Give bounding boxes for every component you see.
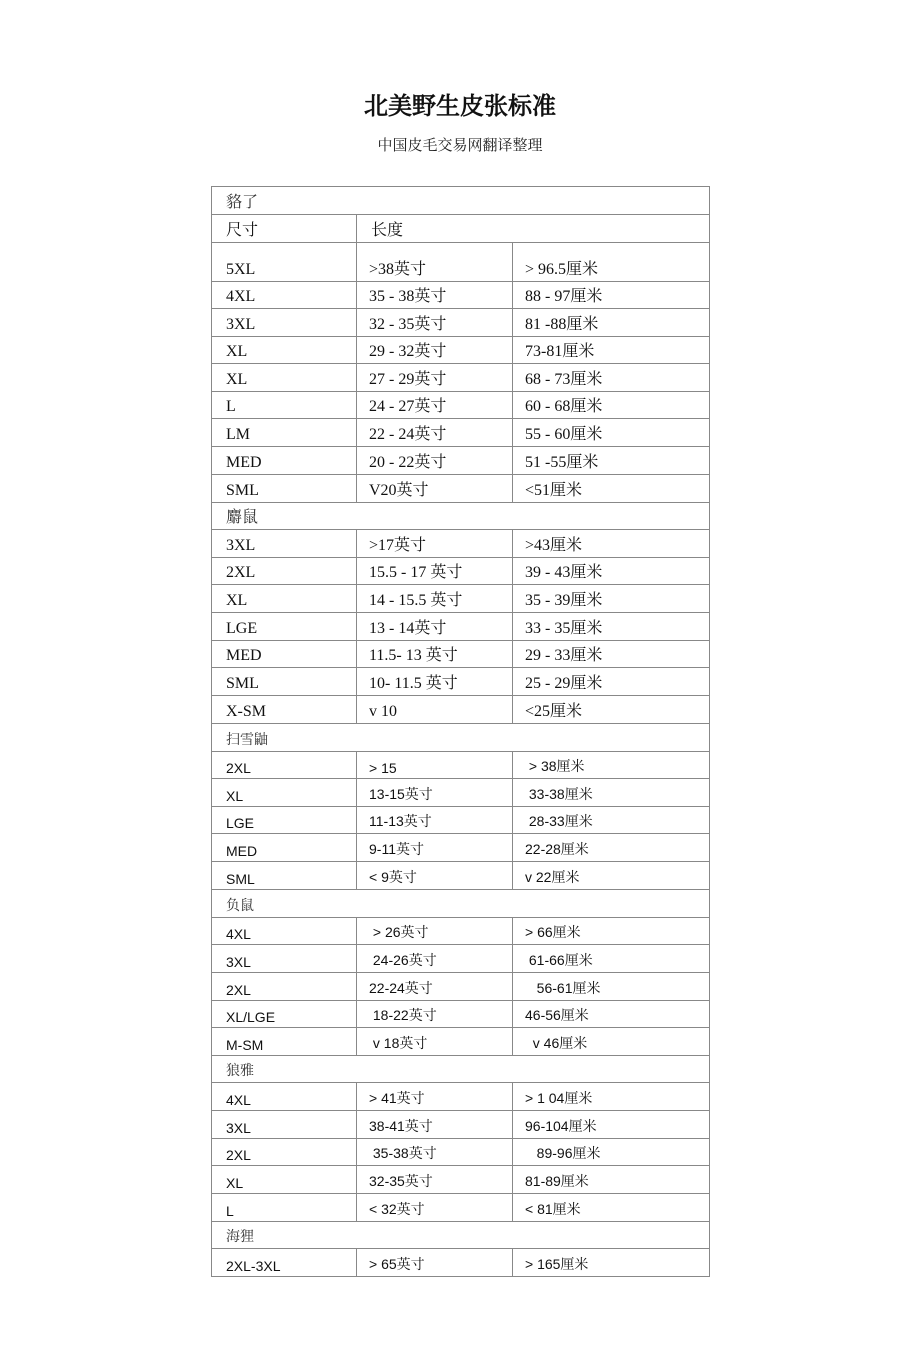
- column-header-length: 长度: [371, 222, 404, 239]
- table-row: [212, 337, 709, 364]
- cm-cell: 33-38厘米: [525, 786, 593, 802]
- section-header-row: [212, 890, 709, 918]
- cm-cell: 89-96厘米: [525, 1145, 601, 1161]
- section-header-row: [212, 1056, 709, 1083]
- table-row: [212, 1166, 709, 1194]
- table-row: [212, 1139, 709, 1166]
- inches-cell: 14 - 15.5 英寸: [357, 585, 513, 612]
- table-row: [212, 752, 709, 779]
- table-row: [212, 862, 709, 890]
- size-cell: MED: [212, 447, 357, 474]
- inches-cell: 18-22英寸: [357, 1001, 513, 1027]
- inches-cell: 13-15英寸: [357, 779, 513, 806]
- size-cell: LGE: [212, 807, 357, 833]
- cm-cell: > 1 04厘米: [525, 1090, 593, 1106]
- section-title: 海狸: [226, 1229, 254, 1245]
- cm-cell: 29 - 33厘米: [525, 647, 603, 664]
- inches-cell: 32-35英寸: [357, 1166, 513, 1193]
- section-header-row: [212, 503, 709, 530]
- column-header-row: [212, 215, 709, 243]
- size-cell: 2XL: [212, 558, 357, 584]
- inches-cell: 24 - 27英寸: [357, 392, 513, 418]
- table-row: [212, 1083, 709, 1111]
- size-cell: 2XL-3XL: [212, 1249, 357, 1276]
- section-header-row: [212, 187, 709, 215]
- size-cell: SML: [212, 862, 357, 889]
- cm-cell: > 66厘米: [525, 924, 581, 940]
- cm-cell: 46-56厘米: [525, 1007, 589, 1023]
- size-cell: 4XL: [212, 1083, 357, 1110]
- cm-cell: 96-104厘米: [525, 1118, 597, 1134]
- cm-cell: 56-61厘米: [525, 980, 601, 996]
- inches-cell: v 10: [357, 696, 513, 723]
- size-cell: XL: [212, 1166, 357, 1193]
- inches-cell: V20英寸: [357, 475, 513, 502]
- size-cell: 2XL: [212, 1139, 357, 1165]
- cm-cell: 68 - 73厘米: [525, 371, 603, 388]
- table-row: [212, 243, 709, 282]
- size-cell: L: [212, 392, 357, 418]
- cm-cell: 28-33厘米: [525, 813, 593, 829]
- table-row: [212, 585, 709, 613]
- table-row: [212, 1001, 709, 1028]
- table-row: [212, 973, 709, 1001]
- table-row: [212, 641, 709, 668]
- inches-cell: >17英寸: [357, 530, 513, 557]
- table-row: [212, 364, 709, 392]
- size-cell: XL: [212, 364, 357, 391]
- inches-cell: > 26英寸: [357, 918, 513, 944]
- table-row: [212, 668, 709, 696]
- size-cell: XL: [212, 779, 357, 806]
- inches-cell: 22 - 24英寸: [357, 419, 513, 446]
- size-cell: 2XL: [212, 973, 357, 1000]
- inches-cell: >38英寸: [357, 243, 513, 281]
- cm-cell: 81 -88厘米: [525, 316, 599, 333]
- inches-cell: 11-13英寸: [357, 807, 513, 833]
- cm-cell: >43厘米: [525, 537, 583, 554]
- cm-cell: 88 - 97厘米: [525, 288, 603, 305]
- table-row: [212, 834, 709, 862]
- table-row: [212, 1111, 709, 1139]
- table-row: [212, 1249, 709, 1277]
- size-cell: X-SM: [212, 696, 357, 723]
- size-cell: 3XL: [212, 530, 357, 557]
- size-cell: MED: [212, 834, 357, 861]
- size-cell: 5XL: [212, 243, 357, 281]
- page-subtitle: 中国皮毛交易网翻译整理: [377, 136, 543, 154]
- section-header-row: [212, 1222, 709, 1249]
- inches-cell: 22-24英寸: [357, 973, 513, 1000]
- table-row: [212, 613, 709, 641]
- table-row: [212, 1194, 709, 1222]
- section-title: 麝鼠: [226, 507, 259, 526]
- cm-cell: v 46厘米: [525, 1035, 588, 1051]
- cm-cell: 25 - 29厘米: [525, 675, 603, 692]
- inches-cell: > 65英寸: [357, 1249, 513, 1276]
- section-title: 貉了: [226, 192, 259, 211]
- table-row: [212, 945, 709, 973]
- inches-cell: < 32英寸: [357, 1194, 513, 1221]
- cm-cell: 33 - 35厘米: [525, 620, 603, 637]
- inches-cell: 35-38英寸: [357, 1139, 513, 1165]
- cm-cell: 61-66厘米: [525, 952, 593, 968]
- size-cell: MED: [212, 641, 357, 667]
- table-row: [212, 309, 709, 337]
- cm-cell: > 96.5厘米: [525, 261, 599, 278]
- section-header-row: [212, 724, 709, 752]
- table-row: [212, 475, 709, 503]
- inches-cell: 38-41英寸: [357, 1111, 513, 1138]
- table-row: [212, 282, 709, 309]
- table-row: [212, 447, 709, 475]
- cm-cell: 73-81厘米: [525, 343, 595, 360]
- section-title: 扫雪鼬: [226, 732, 268, 748]
- size-cell: 3XL: [212, 945, 357, 972]
- cm-cell: 51 -55厘米: [525, 454, 599, 471]
- size-cell: 3XL: [212, 1111, 357, 1138]
- column-header-size: 尺寸: [212, 215, 357, 242]
- cm-cell: 39 - 43厘米: [525, 564, 603, 581]
- size-cell: 4XL: [212, 282, 357, 308]
- table-row: [212, 558, 709, 585]
- section-title: 狼雅: [226, 1063, 254, 1079]
- inches-cell: 20 - 22英寸: [357, 447, 513, 474]
- size-cell: XL: [212, 337, 357, 363]
- size-cell: XL: [212, 585, 357, 612]
- inches-cell: > 41英寸: [357, 1083, 513, 1110]
- inches-cell: 13 - 14英寸: [357, 613, 513, 640]
- inches-cell: v 18英寸: [357, 1028, 513, 1055]
- cm-cell: <25厘米: [525, 703, 583, 720]
- size-cell: 2XL: [212, 752, 357, 778]
- cm-cell: 81-89厘米: [525, 1173, 589, 1189]
- size-cell: XL/LGE: [212, 1001, 357, 1027]
- cm-cell: > 38厘米: [525, 758, 585, 774]
- section-title: 负鼠: [226, 898, 254, 914]
- cm-cell: 22-28厘米: [525, 841, 589, 857]
- table-row: [212, 1028, 709, 1056]
- inches-cell: < 9英寸: [357, 862, 513, 889]
- inches-cell: 32 - 35英寸: [357, 309, 513, 336]
- size-cell: SML: [212, 475, 357, 502]
- table-row: [212, 419, 709, 447]
- size-standard-table: [211, 186, 710, 1277]
- cm-cell: v 22厘米: [525, 869, 580, 885]
- size-cell: SML: [212, 668, 357, 695]
- table-row: [212, 530, 709, 558]
- inches-cell: 9-11英寸: [357, 834, 513, 861]
- table-row: [212, 696, 709, 724]
- inches-cell: 11.5- 13 英寸: [357, 641, 513, 667]
- cm-cell: 55 - 60厘米: [525, 426, 603, 443]
- page-title: 北美野生皮张标准: [364, 92, 556, 120]
- cm-cell: 35 - 39厘米: [525, 592, 603, 609]
- table-row: [212, 392, 709, 419]
- inches-cell: 10- 11.5 英寸: [357, 668, 513, 695]
- inches-cell: 24-26英寸: [357, 945, 513, 972]
- table-row: [212, 779, 709, 807]
- cm-cell: > 165厘米: [525, 1256, 589, 1272]
- cm-cell: 60 - 68厘米: [525, 398, 603, 415]
- inches-cell: 29 - 32英寸: [357, 337, 513, 363]
- size-cell: 3XL: [212, 309, 357, 336]
- table-row: [212, 807, 709, 834]
- size-cell: 4XL: [212, 918, 357, 944]
- cm-cell: <51厘米: [525, 482, 583, 499]
- inches-cell: 27 - 29英寸: [357, 364, 513, 391]
- inches-cell: 35 - 38英寸: [357, 282, 513, 308]
- size-cell: LGE: [212, 613, 357, 640]
- size-cell: LM: [212, 419, 357, 446]
- inches-cell: 15.5 - 17 英寸: [357, 558, 513, 584]
- cm-cell: < 81厘米: [525, 1201, 581, 1217]
- size-cell: L: [212, 1194, 357, 1221]
- size-cell: M-SM: [212, 1028, 357, 1055]
- inches-cell: > 15: [357, 752, 513, 778]
- table-row: [212, 918, 709, 945]
